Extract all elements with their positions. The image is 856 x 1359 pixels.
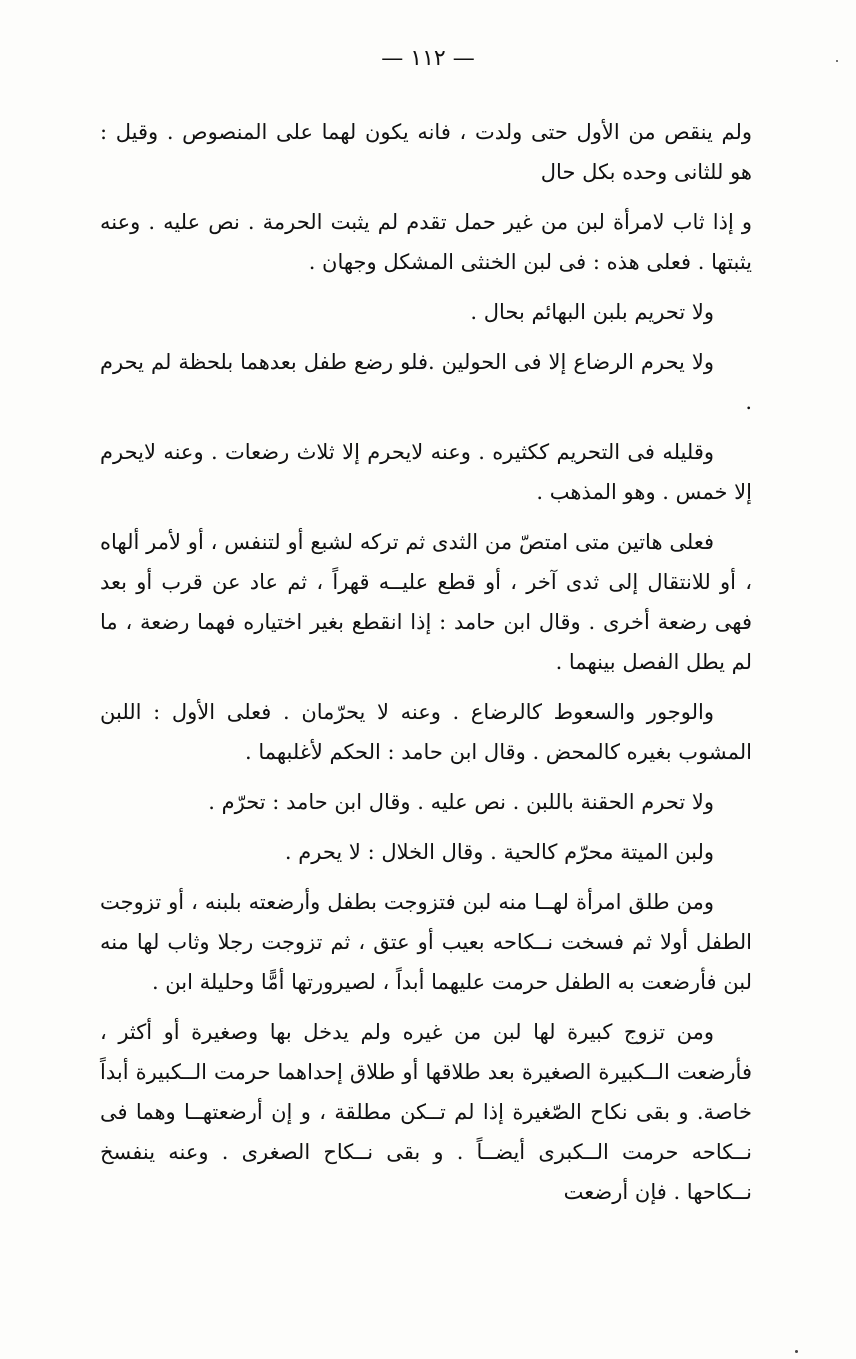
paragraph-8: ولا تحرم الحقنة باللبن . نص عليه . وقال ابن حامد : تحرّم .	[208, 790, 714, 814]
paragraph-5: وقليله فى التحريم ككثيره . وعنه لايحرم إلا ثلاث رضعات . وعنه لايحرم إلا خمس . وهو المذهب .	[100, 440, 752, 504]
paragraph-10: ومن طلق امرأة لهــا منه لبن فتزوجت بطفل وأرضعته بلبنه ، أو تزوجت الطفل أولا ثم فسخت نــكاحه بعيب أو عتق ، ثم تزوجت رجلا وثاب لها منه لبن فأرضعت به الطفل حرمت عليهما أبداً ، لصيرورتها أمًّا وحليلة ابن .	[100, 890, 752, 994]
paragraph-11: ومن تزوج كبيرة لها لبن من غيره ولم يدخل بها وصغيرة أو أكثر ، فأرضعت الــكبيرة الصغيرة بعد طلاقها أو طلاق إحداهما حرمت الــكبيرة أبداً خاصة. و بقى نكاح الصّغيرة إذا لم تــكن مطلقة ، و إن أرضعتهــا وهما فى نــكاحه حرمت الــكبرى أيضــاً . و بقى نــكاح الصغرى . وعنه ينفسخ نــكاحها . فإن أرضعت	[100, 1020, 752, 1204]
page-number: — ١١٢ —	[381, 46, 475, 71]
paragraph-9: ولبن الميتة محرّم كالحية . وقال الخلال : لا يحرم .	[284, 840, 714, 864]
paragraph-1: ولم ينقص من الأول حتى ولدت ، فانه يكون لهما على المنصوص . وقيل : هو للثانى وحده بكل حال	[100, 120, 752, 184]
paragraph-2: و إذا ثاب لامرأة لبن من غير حمل تقدم لم يثبت الحرمة . نص عليه . وعنه يثبتها . فعلى هذه : فى لبن الخنثى المشكل وجهان .	[100, 210, 752, 274]
paragraph-6: فعلى هاتين متى امتصّ من الثدى ثم تركه لشبع أو لتنفس ، أو لأمر ألهاه ، أو للانتقال إلى ثدى آخر ، أو قطع عليــه قهراً ، ثم عاد عن قرب أو بعد فهى رضعة أخرى . وقال ابن حامد : إذا انقطع بغير اختياره فهما رضعة ، ما لم يطل الفصل بينهما .	[100, 530, 752, 674]
paragraph-4: ولا يحرم الرضاع إلا فى الحولين .فلو رضع طفل بعدهما بلحظة لم يحرم .	[100, 350, 752, 414]
scan-speck	[795, 1350, 798, 1353]
paragraph-7: والوجور والسعوط كالرضاع . وعنه لا يحرّمان . فعلى الأول : اللبن المشوب بغيره كالمحض . وقال ابن حامد : الحكم لأغلبهما .	[100, 700, 752, 764]
paragraph-3: ولا تحريم بلبن البهائم بحال .	[470, 300, 714, 324]
body-text	[100, 112, 752, 1222]
scan-speck	[836, 60, 838, 62]
